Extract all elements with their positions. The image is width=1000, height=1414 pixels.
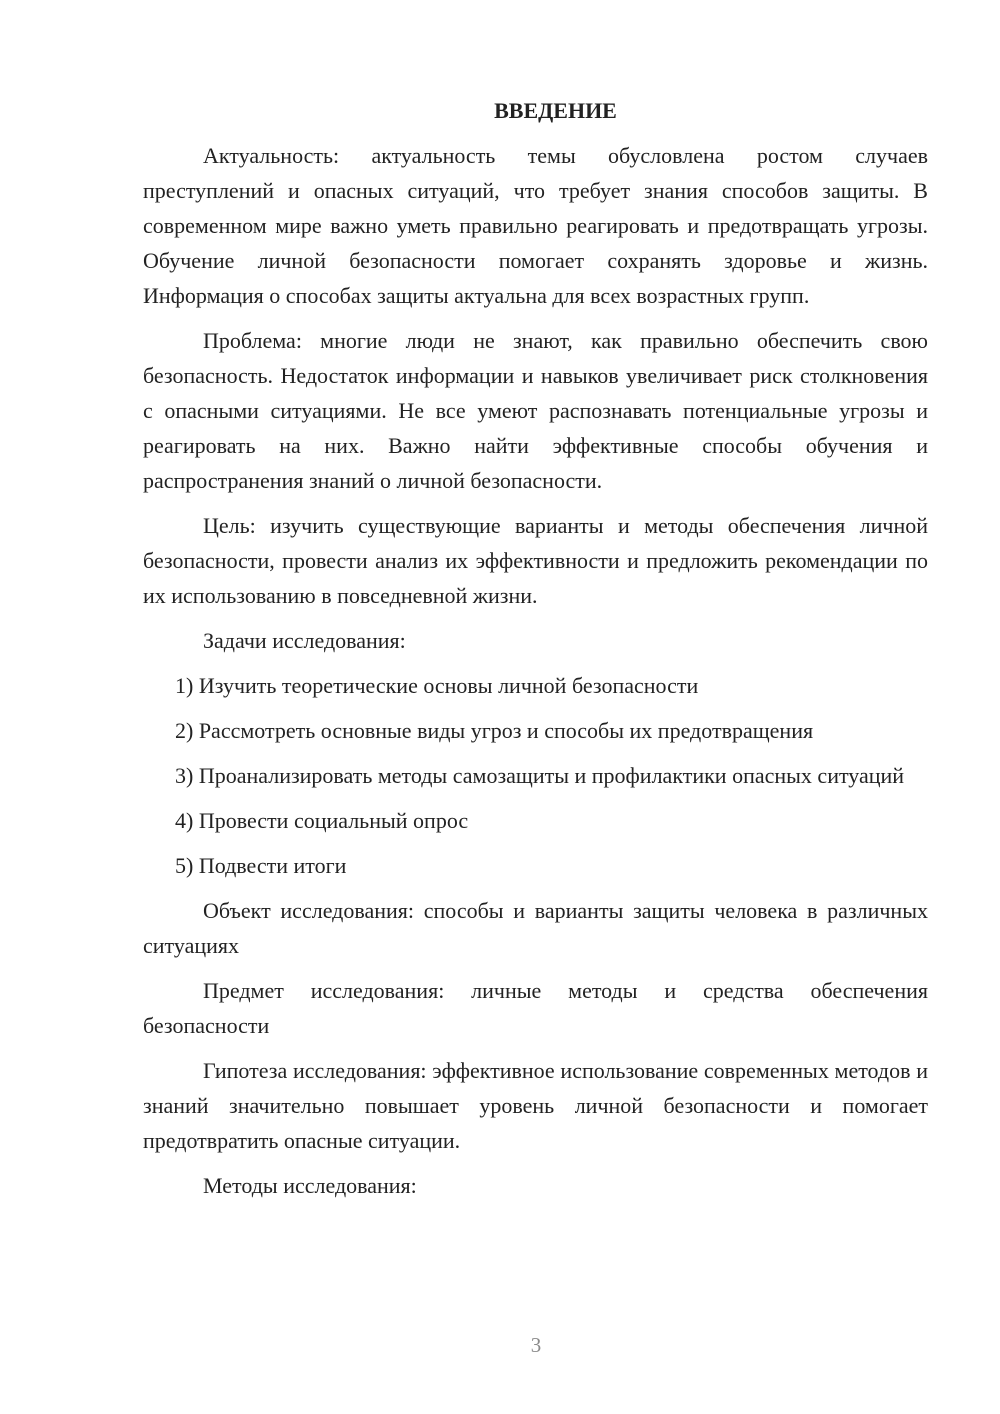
section-title: ВВЕДЕНИЕ [494,98,617,123]
paragraph-subject: Предмет исследования: личные методы и средства обеспечения безопасности [143,978,928,1038]
task-item-3: 3) Проанализировать методы самозащиты и профилактики опасных ситуаций [175,763,905,788]
paragraph-goal: Цель: изучить существующие варианты и методы обеспечения личной безопасности, провести анализ их эффективности и предложить рекомендации по их использованию в повседневной жизни. [143,513,928,608]
task-item-1: 1) Изучить теоретические основы личной безопасности [175,673,699,698]
page-number: 3 [530,1333,542,1357]
paragraph-methods: Методы исследования: [203,1173,417,1198]
paragraph-object: Объект исследования: способы и варианты защиты человека в различных ситуациях [143,898,928,958]
task-item-4: 4) Провести социальный опрос [175,808,469,833]
paragraph-hypothesis: Гипотеза исследования: эффективное использование современных методов и знаний значительно повышает уровень личной безопасности и помогает предотвратить опасные ситуации. [143,1058,928,1153]
paragraph-relevance: Актуальность: актуальность темы обусловлена ростом случаев преступлений и опасных ситуаций, что требует знания способов защиты. В современном мире важно уметь правильно реагировать и предотвращать угрозы. Обучение личной безопасности помогает сохранять здоровье и жизнь. Информация о способах защиты актуальна для всех возрастных групп. [143,143,928,308]
task-item-2: 2) Рассмотреть основные виды угроз и способы их предотвращения [175,718,814,743]
paragraph-tasks-heading: Задачи исследования: [203,628,406,653]
document-page [143,96,928,1213]
task-item-5: 5) Подвести итоги [175,853,347,878]
paragraph-problem: Проблема: многие люди не знают, как правильно обеспечить свою безопасность. Недостаток информации и навыков увеличивает риск столкновения с опасными ситуациями. Не все умеют распознавать потенциальные угрозы и реагировать на них. Важно найти эффективные способы обучения и распространения знаний о личной безопасности. [143,328,928,493]
